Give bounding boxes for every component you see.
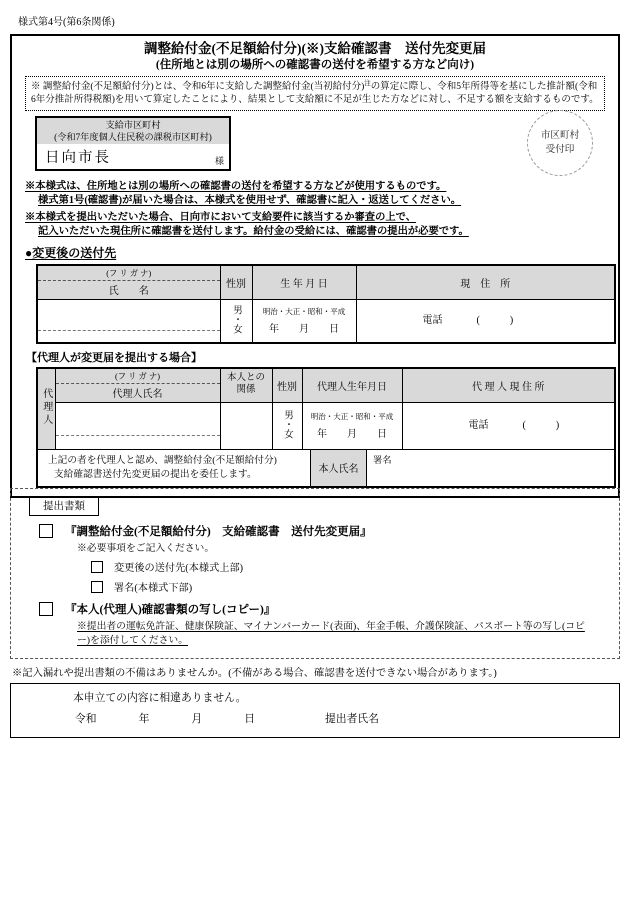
gender-options: 男・女 — [231, 304, 241, 334]
delegation-row — [37, 449, 615, 487]
proxy-side-label-cell — [37, 368, 55, 450]
proxy-name-header-label: 代理人氏名 — [112, 388, 163, 400]
signature-label: 署名 — [373, 455, 392, 466]
receipt-stamp-circle — [527, 110, 593, 176]
municipality-box-header — [37, 118, 229, 144]
documents-heading-box: 提出書類 — [29, 496, 99, 516]
proxy-table-header-row — [37, 368, 615, 403]
relation-header-label: 本人との関係 — [226, 373, 265, 396]
recipient-table-input-row — [37, 299, 615, 343]
receipt-stamp-line1: 市区町村 — [540, 130, 580, 142]
recipient-table — [36, 264, 616, 344]
declaration-text: 本申立ての内容に相違ありません。 — [73, 692, 247, 705]
checkbox-sub-item-1[interactable] — [91, 561, 103, 573]
document-item-2-note: ※提出者の運転免許証、健康保険証、マイナンバーカード(表面)、年金手帳、介護保険証、パスポート等の写し(コピー)を添付してください。 — [77, 621, 585, 647]
honorific-label: 様 — [214, 156, 224, 167]
documents-box — [10, 488, 620, 659]
name-header-cell — [37, 265, 220, 300]
municipality-header-line2: (令和7年度個人住民税の課税市区町村) — [54, 131, 212, 142]
usage-note-2: 様式第1号(確認書)が届いた場合は、本様式を使用せず、確認書に記入・返送してください。 — [38, 194, 462, 206]
checkbox-document-2[interactable] — [39, 602, 53, 616]
receipt-stamp-line2: 受付印 — [545, 144, 575, 156]
name-input-cell[interactable] — [37, 299, 220, 343]
document-item-1-label: 『調整給付金(不足額給付分) 支給確認書 送付先変更届』 — [65, 526, 372, 538]
proxy-gender-select-cell[interactable] — [272, 402, 302, 449]
era-label: 令和 — [75, 713, 97, 726]
usage-note-3: ※本様式を提出いただいた場合、日向市において支給要件に該当するか審査の上で、 — [25, 212, 417, 224]
proxy-furigana-label: (フ リ ガ ナ) — [56, 369, 220, 384]
proxy-birthdate-header-cell: 代理人生年月日 — [302, 368, 402, 403]
delegation-line1: 上記の者を代理人と認め、調整給付金(不足額給付分) — [48, 455, 277, 467]
document-sub-item-1-label: 変更後の送付先(本様式上部) — [114, 563, 244, 574]
era-options: 明治・大正・昭和・平成 — [262, 307, 346, 317]
municipality-header-line1: 支給市区町村 — [105, 120, 161, 131]
address-header-cell: 現 住 所 — [356, 265, 615, 300]
furigana-divider-line — [38, 310, 220, 331]
proxy-name-header-cell — [55, 368, 220, 403]
proxy-name-input-cell[interactable] — [55, 402, 220, 449]
mayor-name: 日向市長 — [45, 150, 111, 167]
form-subtitle: (住所地とは別の場所への確認書の送付を希望する方など向け) — [155, 58, 475, 71]
proxy-date-labels: 年 月 日 — [317, 429, 387, 441]
delegation-statement — [38, 450, 310, 486]
warning-note: ※記入漏れや提出書類の不備はありませんか。(不備がある場合、確認書を送付できない場合があります。) — [12, 668, 497, 680]
relation-input-cell[interactable] — [220, 402, 272, 449]
phone-label: 電話 — [422, 315, 443, 327]
document-item-2 — [39, 601, 605, 617]
submitter-name-label: 提出者氏名 — [324, 713, 379, 726]
gender-header-cell: 性別 — [220, 265, 252, 300]
date-labels: 年 月 日 — [269, 324, 339, 336]
document-item-2-label: 『本人(代理人)確認書類の写し(コピー)』 — [65, 604, 276, 616]
usage-note-4: 記入いただいた現住所に確認書を送付します。給付金の受給には、確認書の提出が必要です。 — [38, 226, 469, 238]
proxy-gender-options: 男・女 — [282, 409, 292, 439]
definition-note-text: ※ 調整給付金(不足額給付分)とは、令和6年に支給した調整給付金(当初給付分) — [31, 82, 365, 93]
declaration-date-row — [75, 711, 619, 726]
recipient-section-heading: ●変更後の送付先 — [25, 245, 117, 260]
document-sub-item-1 — [91, 559, 605, 574]
signature-cell[interactable] — [367, 450, 614, 486]
principal-name-label: 本人氏名 — [310, 450, 367, 486]
definition-note-text-2: の算定に際し、令和5年所得等を基にした推計額(令和6年分推計所得税額)を用いて算定したことにより、結果として支給額に不足が生じた方などに対し、不足する額を支給するものです。 — [31, 82, 599, 106]
furigana-label: (フ リ ガ ナ) — [38, 266, 220, 281]
proxy-table — [36, 367, 616, 488]
declaration-box — [10, 683, 620, 738]
main-form-box — [10, 34, 620, 498]
form-title: 調整給付金(不足額給付分)(※)支給確認書 送付先変更届 — [144, 41, 486, 56]
proxy-phone-label: 電話 — [468, 420, 489, 432]
proxy-section-heading: 【代理人が変更届を提出する場合】 — [26, 351, 202, 364]
proxy-gender-header-cell: 性別 — [272, 368, 302, 403]
usage-notes — [25, 180, 605, 238]
month-label: 月 — [191, 713, 203, 726]
checkbox-sub-item-2[interactable] — [91, 581, 103, 593]
address-input-cell[interactable] — [356, 299, 615, 343]
proxy-phone-blank: ( ) — [522, 420, 560, 432]
usage-note-1: ※本様式は、住所地とは別の場所への確認書の送付を希望する方などが使用するものです。 — [25, 181, 447, 193]
bottom-area — [10, 488, 620, 738]
delegation-line2: 支給確認書送付先変更届の提出を委任します。 — [54, 468, 257, 480]
proxy-side-label: 代理人 — [40, 387, 52, 427]
document-item-1-note: ※必要事項をご記入ください。 — [77, 543, 215, 554]
checkbox-document-1[interactable] — [39, 524, 53, 538]
form-number: 様式第4号(第6条関係) — [18, 17, 115, 28]
gender-select-cell[interactable] — [220, 299, 252, 343]
phone-line — [357, 311, 615, 330]
delegation-inner-row — [38, 450, 614, 486]
proxy-table-input-row — [37, 402, 615, 449]
proxy-address-input-cell[interactable] — [402, 402, 615, 449]
proxy-address-header-cell: 代 理 人 現 住 所 — [402, 368, 615, 403]
note-superscript: 注 — [364, 79, 371, 87]
proxy-phone-line — [403, 416, 615, 435]
day-label: 日 — [244, 713, 255, 726]
document-item-1 — [39, 523, 605, 539]
delegation-cell — [37, 449, 615, 487]
phone-blank: ( ) — [476, 315, 514, 327]
proxy-era-options: 明治・大正・昭和・平成 — [310, 412, 394, 422]
birthdate-input-cell[interactable] — [252, 299, 356, 343]
recipient-table-header-row — [37, 265, 615, 300]
proxy-furigana-divider-line — [56, 415, 220, 436]
birthdate-header-cell: 生 年 月 日 — [252, 265, 356, 300]
definition-note — [25, 76, 605, 111]
year-label: 年 — [138, 713, 150, 726]
municipality-box — [35, 116, 231, 171]
relation-header-cell — [220, 368, 272, 403]
document-sub-item-2-label: 署名(本様式下部) — [114, 583, 193, 594]
name-header-label: 氏 名 — [108, 285, 149, 297]
proxy-birthdate-input-cell[interactable] — [302, 402, 402, 449]
municipality-row — [25, 116, 605, 176]
municipality-box-body — [37, 144, 229, 169]
document-sub-item-2 — [91, 579, 605, 594]
